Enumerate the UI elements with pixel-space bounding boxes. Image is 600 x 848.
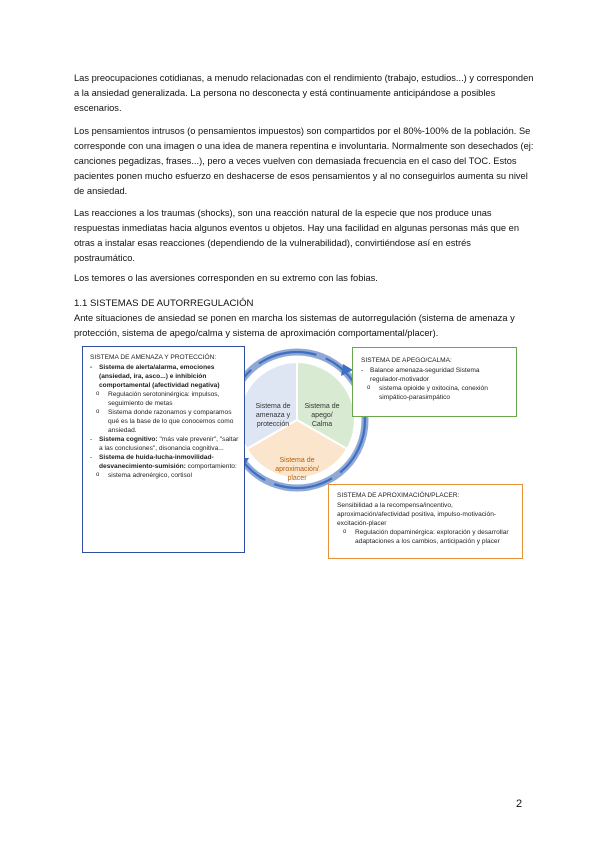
section-heading: 1.1 SISTEMAS DE AUTORREGULACIÓN — [74, 298, 254, 309]
drive-box-description: Sensibilidad a la recompensa/incentivo, aproximación/afectividad positiva, impulso-motivación-excitación-placer — [337, 502, 497, 527]
calm-label-3: Calma — [311, 421, 333, 428]
threat-label-1: Sistema de — [255, 403, 291, 410]
regulation-cycle-diagram — [225, 340, 370, 500]
threat-subitem-serotonin: o Regulación serotoninérgica: impulsos, seguimiento de metas — [90, 390, 239, 408]
page-number: 2 — [516, 798, 523, 810]
threat-item-cognitive — [90, 435, 239, 453]
cognitive-text: "más vale prevenir", "saltar a las conclusiones", disonancia cognitiva... — [99, 436, 239, 452]
approach-pleasure-box — [328, 484, 523, 559]
paragraph-generalized-anxiety: Las preocupaciones cotidianas, a menudo relacionadas con el rendimiento (trabajo, estudios...) y corresponden a la ansiedad generalizada. La persona no desconecta y está continuamente anticipándose a posibles escenarios. — [74, 73, 534, 113]
calm-label-2: apego/ — [311, 412, 333, 419]
drive-box-title: SISTEMA DE APROXIMACIÓN/PLACER: — [337, 492, 460, 499]
calm-label-1: Sistema de — [304, 403, 340, 410]
threat-item-fight-flight — [90, 453, 239, 471]
paragraph-trauma-reactions: Las reacciones a los traumas (shocks), son una reacción natural de la especie que nos produce unas respuestas inmediatas hacia algunos eventos u objetos. Hay una facilidad en algunas personas más que en otras a instalar esas reacciones (dependiendo de la vulnerabilidad), convirtiéndose así en estrés postraumático. — [74, 208, 519, 263]
drive-label-1: Sistema de — [279, 457, 315, 464]
threat-label-2: amenaza y — [255, 412, 291, 419]
threat-protection-box — [82, 346, 245, 553]
threat-label-3: protección — [256, 421, 290, 428]
drive-label-3: placer — [287, 475, 307, 482]
calm-subitem-opioid: o sistema opioide y oxitocina, conexión simpático-parasimpático — [361, 384, 511, 402]
threat-subitem-adrenergic: o sistema adrenérgico, cortisol — [90, 471, 239, 480]
calm-item-balance: - Balance amenaza-seguridad Sistema regulador-motivador — [361, 366, 511, 384]
paragraph-intrusive-thoughts: Los pensamientos intrusos (o pensamientos impuestos) son compartidos por el 80%-100% de la población. Se corresponde con una imagen o una idea de manera repentina e involuntaria. Normalmente son desechados (ej: canciones pegadizas, frases...), pero a veces vuelven con demasiada frecuencia en el caso del TOC. Estos pacientes ponen mucho esfuerzo en deshacerse de esos pensamientos y al no conseguirlos aumenta su nivel de ansiedad. — [74, 126, 534, 196]
drive-label-2: aproximación/ — [275, 466, 319, 473]
attachment-calm-box — [352, 347, 517, 417]
cognitive-label: Sistema cognitivo: — [99, 436, 158, 443]
threat-item-alarm: - Sistema de alerta/alarma, emociones (ansiedad, ira, asco...) e inhibición comportamental (afectividad negativa) — [90, 363, 239, 390]
calm-box-title: SISTEMA DE APEGO/CALMA: — [361, 357, 452, 364]
fight-flight-text: comportamiento: — [185, 463, 237, 470]
drive-subitem-dopamine: o Regulación dopaminérgica: exploración y desarrollar adaptaciones a los cambios, anticipación y placer — [337, 528, 517, 546]
threat-subitem-reasoning: o Sistema donde razonamos y comparamos qué es la base de lo que conocemos como ansiedad. — [90, 408, 239, 435]
threat-box-title: SISTEMA DE AMENAZA Y PROTECCIÓN: — [90, 354, 217, 361]
paragraph-phobias: Los temores o las aversiones corresponden en su extremo con las fobias. — [74, 273, 378, 283]
paragraph-self-regulation-intro: Ante situaciones de ansiedad se ponen en marcha los sistemas de autorregulación (sistema de amenaza y protección, sistema de apego/calma y sistema de aproximación comportamental/placer). — [74, 313, 515, 338]
fight-flight-label: Sistema de huida-lucha-inmovilidad-desvanecimiento-sumisión: — [99, 454, 214, 470]
